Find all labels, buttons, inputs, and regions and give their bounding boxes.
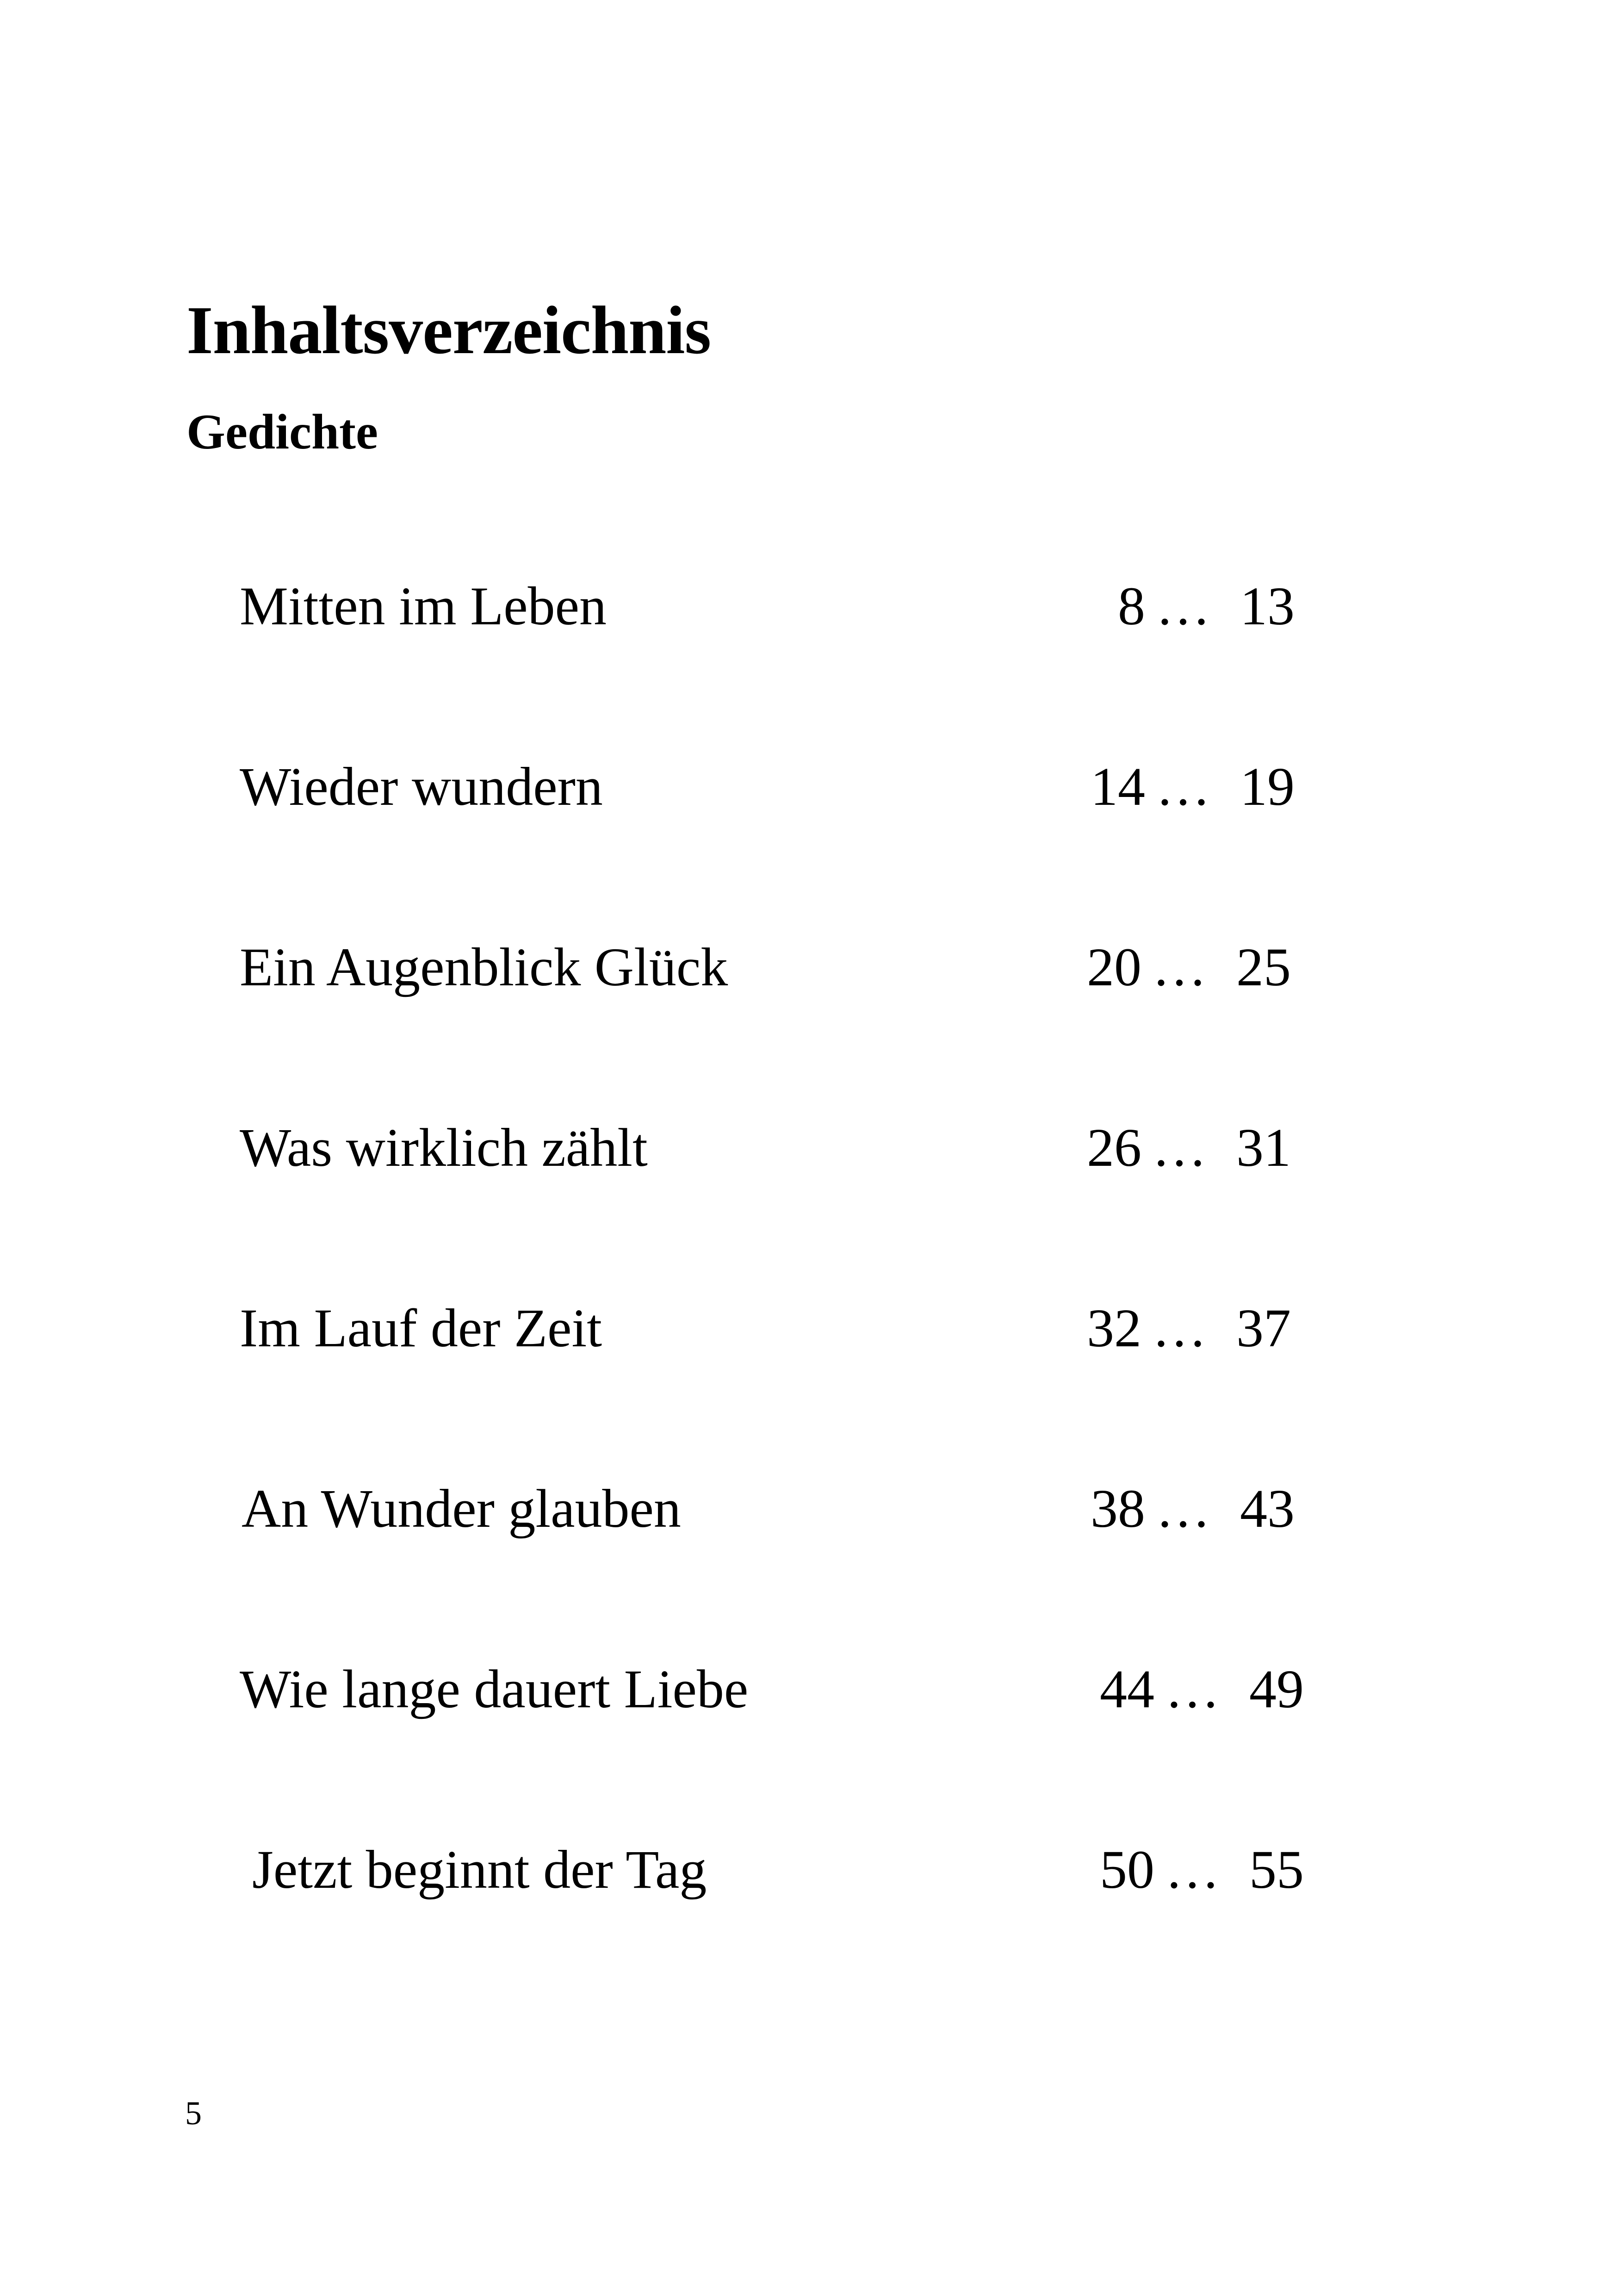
toc-page-end: 49 xyxy=(1249,1659,1304,1719)
toc-entry-title: Ein Augenblick Glück xyxy=(240,937,728,997)
toc-page-start: 50 xyxy=(1100,1839,1154,1900)
toc-page-separator: … xyxy=(1152,1298,1207,1358)
toc-page-separator: … xyxy=(1165,1659,1220,1719)
toc-page-start: 32 xyxy=(1087,1298,1141,1358)
toc-page-end: 37 xyxy=(1236,1298,1291,1358)
toc-entry-title: Im Lauf der Zeit xyxy=(240,1298,602,1358)
toc-entry xyxy=(0,1111,1618,1185)
toc-page-start: 8 xyxy=(1118,576,1145,636)
toc-page-start: 14 xyxy=(1091,756,1145,817)
page-title: Inhaltsverzeichnis xyxy=(186,292,711,368)
toc-page-start: 38 xyxy=(1091,1478,1145,1539)
toc-page-separator: … xyxy=(1156,1478,1210,1539)
toc-entry xyxy=(0,1472,1618,1546)
toc-entry xyxy=(0,1833,1618,1907)
toc-page-end: 31 xyxy=(1236,1117,1291,1178)
toc-page-separator: … xyxy=(1156,756,1210,817)
toc-page-end: 55 xyxy=(1249,1839,1304,1900)
toc-entry-title: Wieder wundern xyxy=(240,756,603,817)
toc-entry xyxy=(0,750,1618,824)
toc-entry xyxy=(0,569,1618,643)
toc-entry-title: Jetzt beginnt der Tag xyxy=(252,1839,707,1900)
toc-page-end: 13 xyxy=(1240,576,1295,636)
toc-page-separator: … xyxy=(1165,1839,1220,1900)
toc-page-start: 20 xyxy=(1087,937,1141,997)
toc-entry xyxy=(0,1291,1618,1365)
toc-page-start: 44 xyxy=(1100,1659,1154,1719)
toc-entry-title: An Wunder glauben xyxy=(242,1478,681,1539)
toc-entry-title: Wie lange dauert Liebe xyxy=(240,1659,749,1719)
section-subtitle: Gedichte xyxy=(186,404,378,460)
toc-page-separator: … xyxy=(1156,576,1210,636)
toc-page-start: 26 xyxy=(1087,1117,1141,1178)
toc-page-separator: … xyxy=(1152,937,1207,997)
page-number: 5 xyxy=(185,2095,202,2132)
toc-page-end: 43 xyxy=(1240,1478,1295,1539)
toc-page-end: 25 xyxy=(1236,937,1291,997)
toc-entry-title: Mitten im Leben xyxy=(240,576,607,636)
toc-page-end: 19 xyxy=(1240,756,1295,817)
toc-entry-title: Was wirklich zählt xyxy=(240,1117,648,1178)
toc-page-separator: … xyxy=(1152,1117,1207,1178)
toc-entry xyxy=(0,1652,1618,1726)
toc-entry xyxy=(0,930,1618,1004)
